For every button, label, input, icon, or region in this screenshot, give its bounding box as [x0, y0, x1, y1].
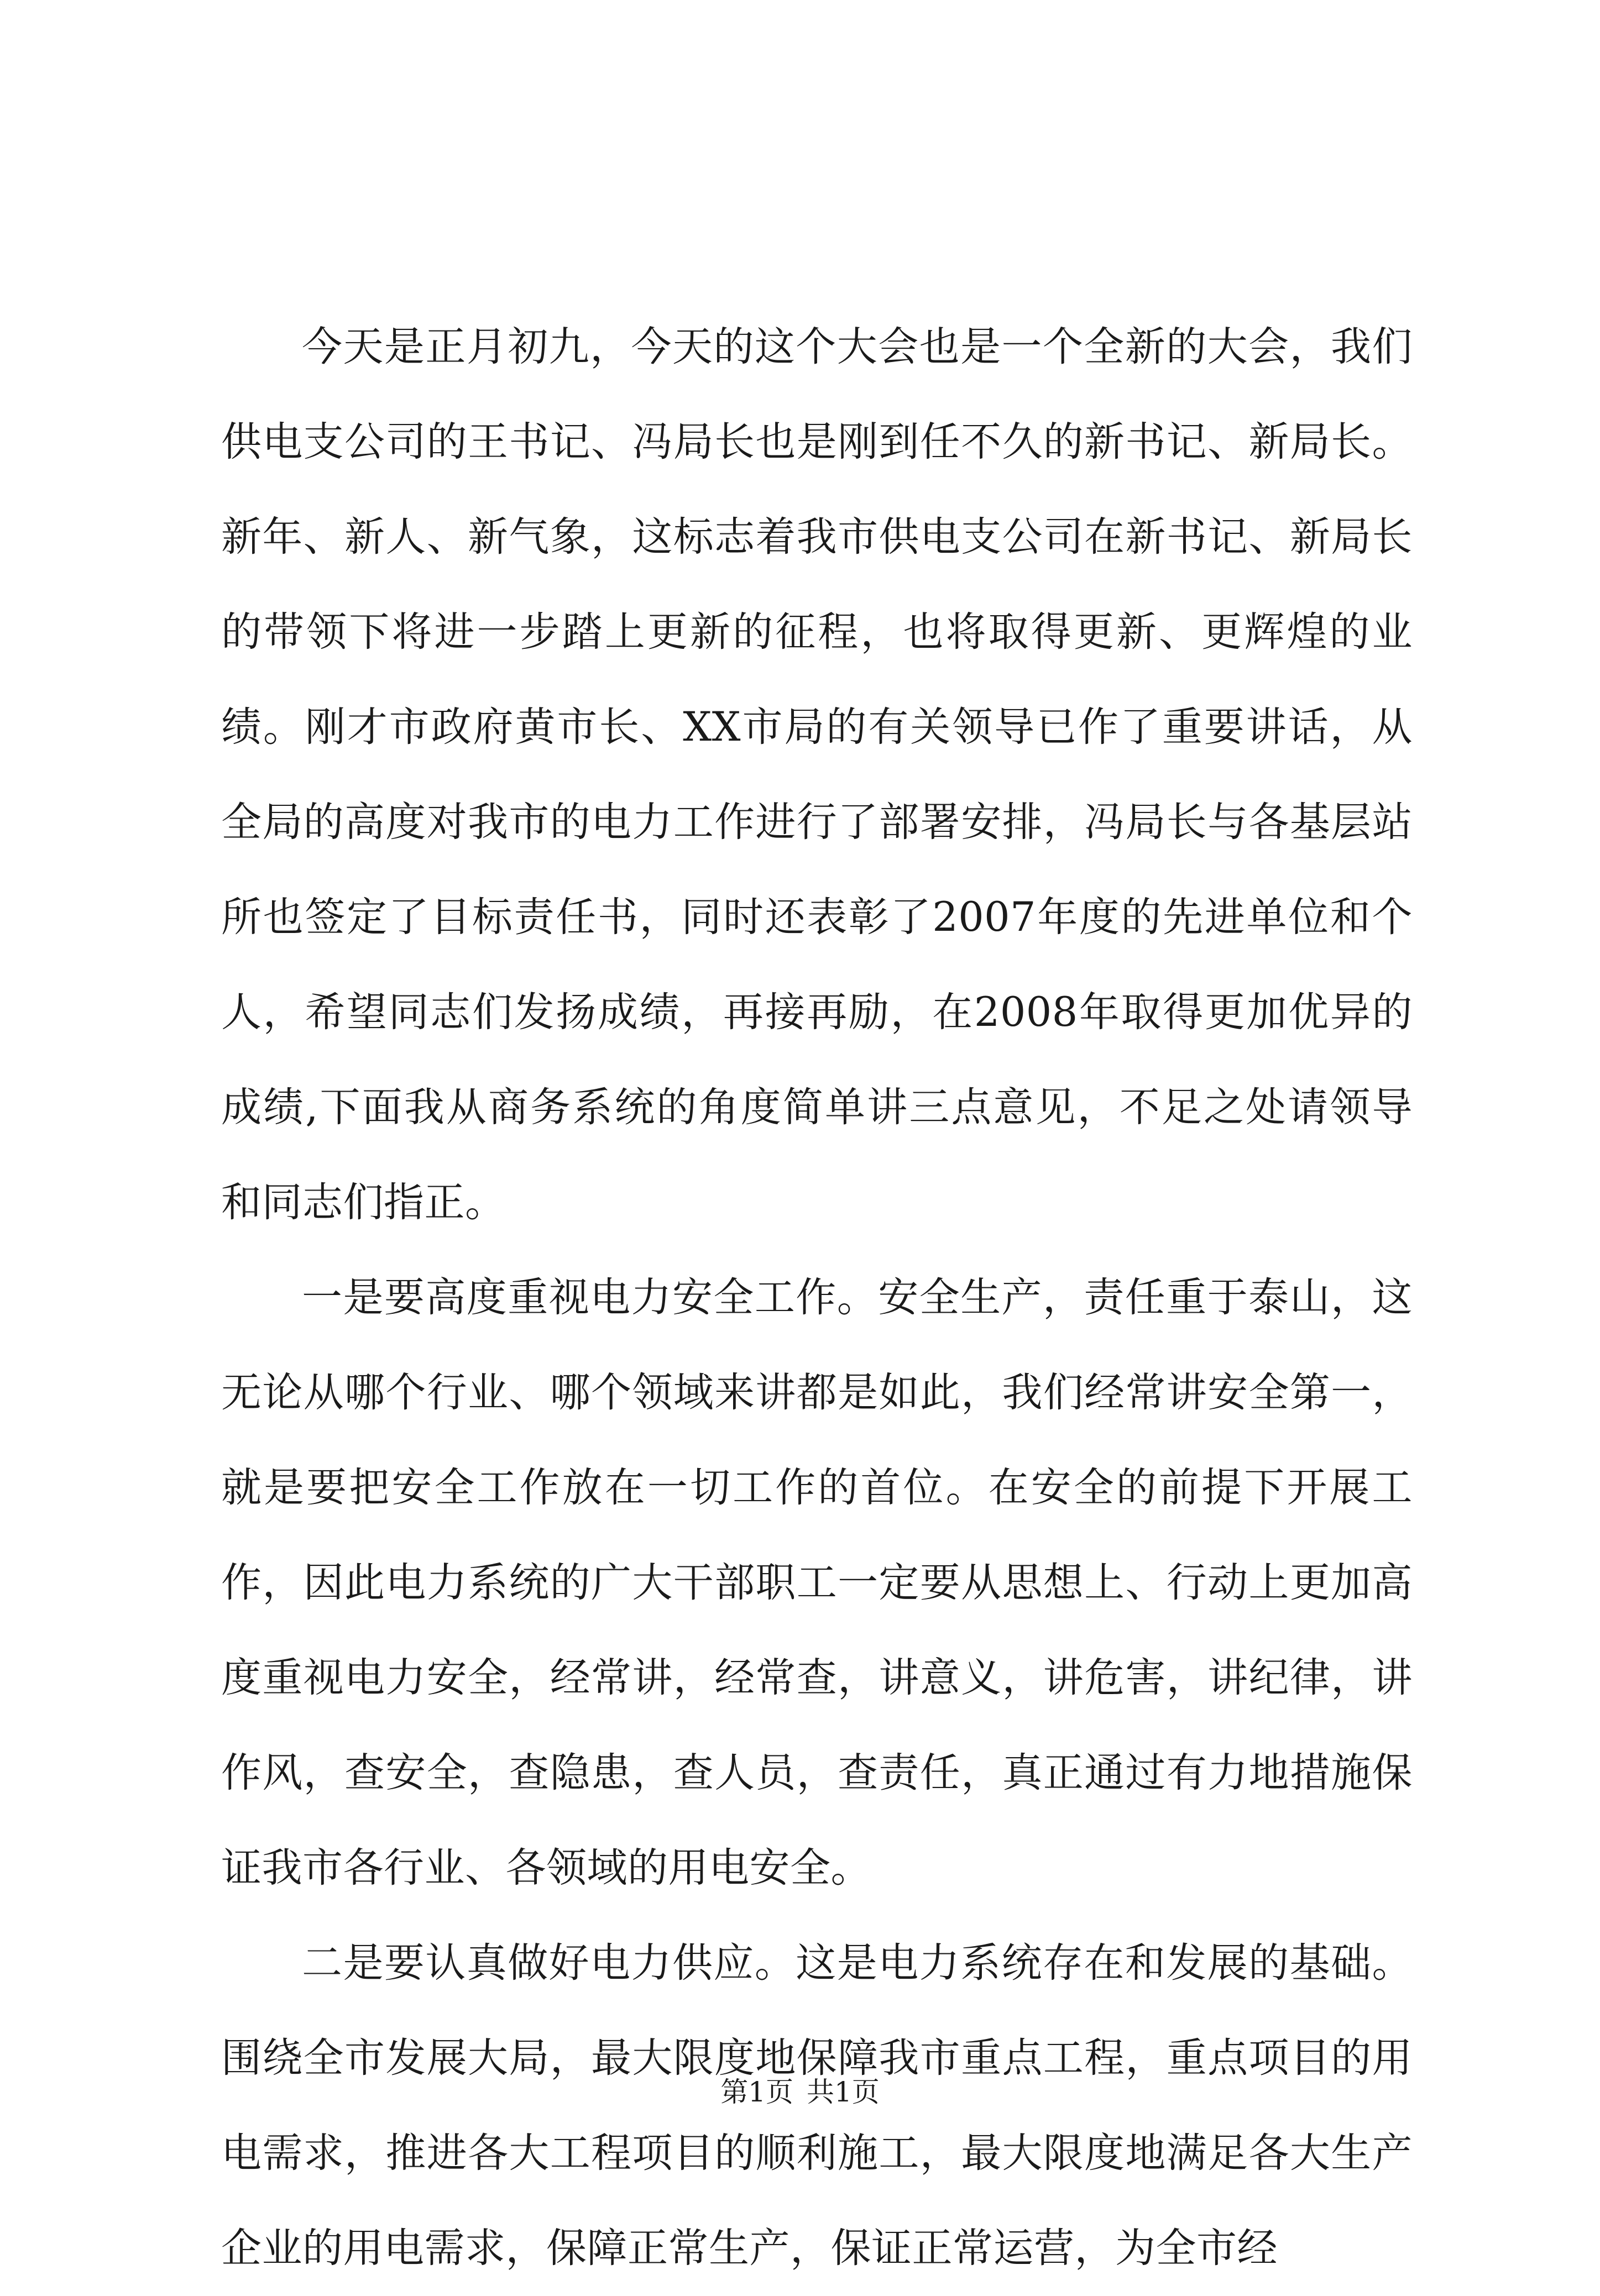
page-footer	[0, 2070, 1600, 2110]
page-total: 共1页	[807, 2076, 880, 2108]
document-body	[221, 300, 1413, 2296]
paragraph-point-two: 二是要认真做好电力供应。这是电力系统存在和发展的基础。围绕全市发展大局，最大限度地保障我市重点工程，重点项目的用电需求，推进各大工程项目的顺利施工，最大限度地满足各大生产企业的用电需求，保障正常生产，保证正常运营，为全市经	[221, 1939, 1413, 2272]
paragraph-point-one: 一是要高度重视电力安全工作。安全生产，责任重于泰山，这无论从哪个行业、哪个领域来讲都是如此，我们经常讲安全第一，就是要把安全工作放在一切工作的首位。在安全的前提下开展工作，因此电力系统的广大干部职工一定要从思想上、行动上更加高度重视电力安全，经常讲，经常查，讲意义，讲危害，讲纪律，讲作风，查安全，查隐患，查人员，查责任，真正通过有力地措施保证我市各行业、各领域的用电安全。	[221, 1274, 1413, 1891]
page-number: 第1页	[720, 2076, 793, 2108]
paragraph-opening: 今天是正月初九，今天的这个大会也是一个全新的大会，我们供电支公司的王书记、冯局长也是刚到任不久的新书记、新局长。新年、新人、新气象，这标志着我市供电支公司在新书记、新局长的带领下将进一步踏上更新的征程，也将取得更新、更辉煌的业绩。刚才市政府黄市长、XX市局的有关领导已作了重要讲话，从全局的高度对我市的电力工作进行了部署安排，冯局长与各基层站所也签定了目标责任书，同时还表彰了2007年度的先进单位和个人，希望同志们发扬成绩，再接再励，在2008年取得更加优异的成绩,下面我从商务系统的角度简单讲三点意见，不足之处请领导和同志们指正。	[221, 323, 1413, 1226]
